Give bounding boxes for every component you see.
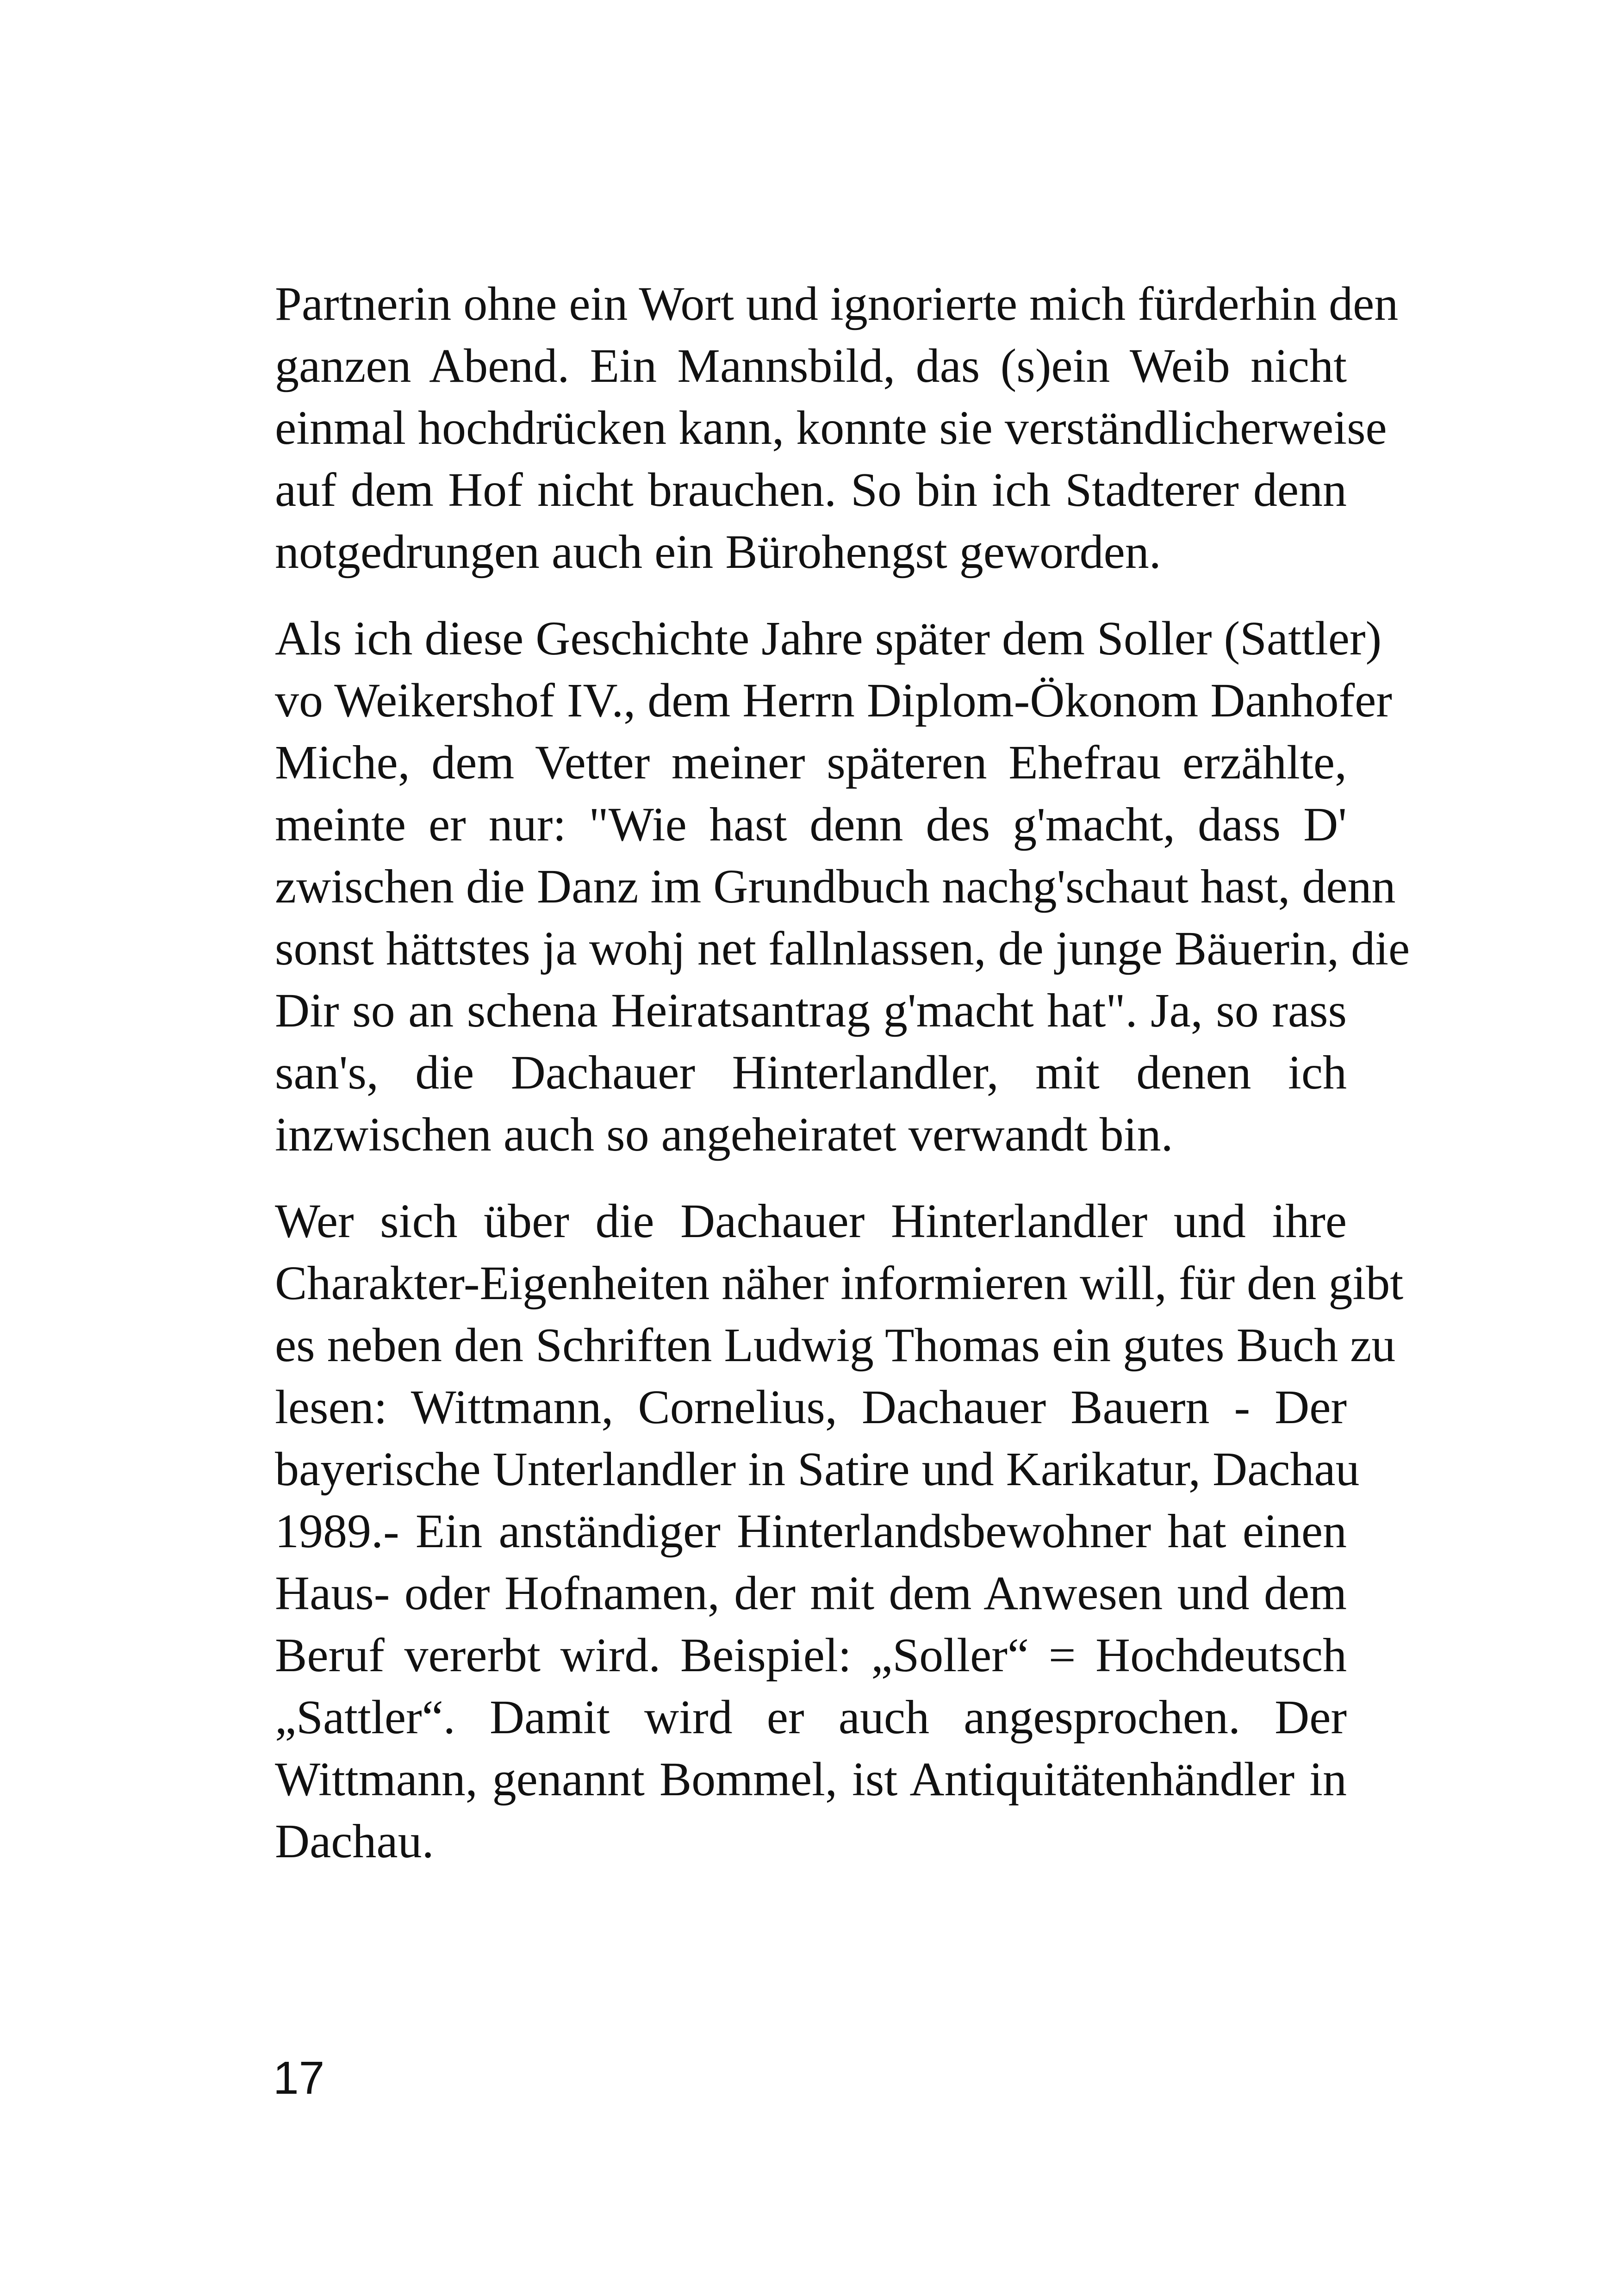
text-line: Wittmann, genannt Bommel, ist Antiquitätenhändler in bbox=[275, 1753, 1347, 1806]
text-line: san's, die Dachauer Hinterlandler, mit denen ich bbox=[275, 1046, 1347, 1099]
text-line: 1989.- Ein anständiger Hinterlandsbewohner hat einen bbox=[275, 1505, 1347, 1558]
text-line: Haus- oder Hofnamen, der mit dem Anwesen und dem bbox=[275, 1567, 1347, 1620]
text-line: Partnerin ohne ein Wort und ignorierte mich fürderhin den bbox=[275, 277, 1399, 330]
text-line: Beruf vererbt wird. Beispiel: „Soller“ = Hochdeutsch bbox=[275, 1629, 1347, 1682]
text-line: vo Weikershof IV., dem Herrn Diplom-Ökonom Danhofer bbox=[275, 674, 1392, 727]
paragraph-2 bbox=[275, 608, 1410, 1166]
paragraph-1 bbox=[275, 273, 1399, 583]
text-line: Charakter-Eigenheiten näher informieren will, für den gibt bbox=[275, 1257, 1404, 1310]
text-line: zwischen die Danz im Grundbuch nachg'schaut hast, denn bbox=[275, 860, 1396, 913]
text-line: lesen: Wittmann, Cornelius, Dachauer Bauern - Der bbox=[275, 1381, 1347, 1434]
text-line: Miche, dem Vetter meiner späteren Ehefrau erzählte, bbox=[275, 736, 1347, 789]
page-number: 17 bbox=[273, 2052, 325, 2104]
paragraph-3 bbox=[275, 1190, 1404, 1873]
text-line: Wer sich über die Dachauer Hinterlandler und ihre bbox=[275, 1195, 1347, 1248]
text-line: einmal hochdrücken kann, konnte sie verständlicherweise bbox=[275, 401, 1387, 454]
text-line: meinte er nur: "Wie hast denn des g'macht, dass D' bbox=[275, 798, 1347, 851]
text-line: notgedrungen auch ein Bürohengst geworden. bbox=[275, 525, 1161, 579]
text-line: „Sattler“. Damit wird er auch angesprochen. Der bbox=[275, 1691, 1347, 1744]
text-line: Als ich diese Geschichte Jahre später dem Soller (Sattler) bbox=[275, 612, 1382, 665]
text-line: sonst hättstes ja wohj net fallnlassen, de junge Bäuerin, die bbox=[275, 922, 1410, 975]
text-line: Dachau. bbox=[275, 1815, 434, 1868]
text-line: inzwischen auch so angeheiratet verwandt bin. bbox=[275, 1108, 1173, 1161]
body-text bbox=[275, 273, 1410, 1897]
text-line: es neben den Schriften Ludwig Thomas ein gutes Buch zu bbox=[275, 1319, 1396, 1372]
text-line: Dir so an schena Heiratsantrag g'macht hat". Ja, so rass bbox=[275, 984, 1347, 1037]
text-line: auf dem Hof nicht brauchen. So bin ich Stadterer denn bbox=[275, 463, 1347, 516]
text-line: ganzen Abend. Ein Mannsbild, das (s)ein Weib nicht bbox=[275, 339, 1347, 392]
text-line: bayerische Unterlandler in Satire und Karikatur, Dachau bbox=[275, 1443, 1360, 1496]
